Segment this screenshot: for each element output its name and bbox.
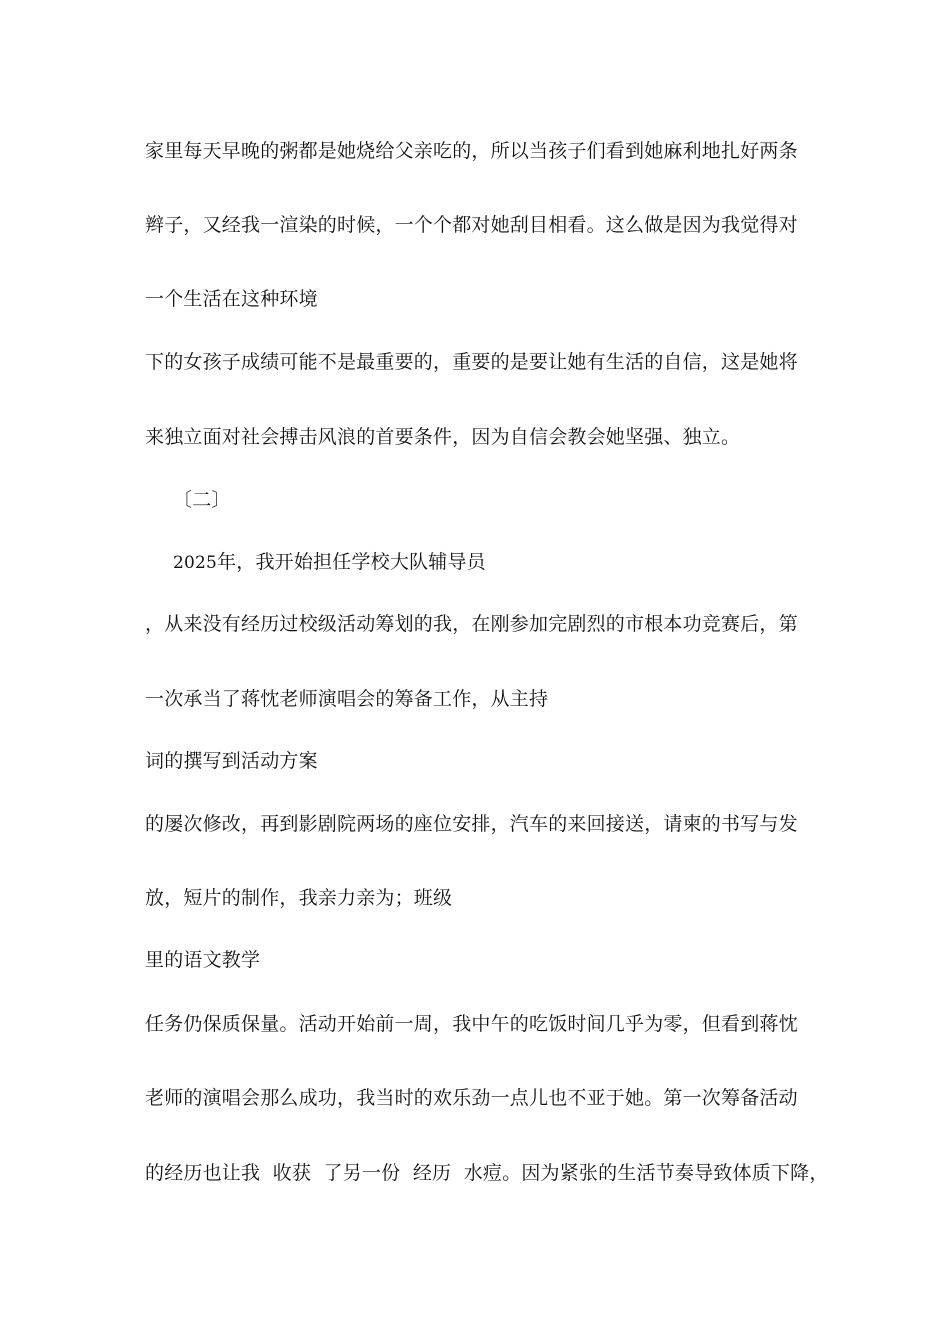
paragraph-line-with-year: [173, 549, 486, 576]
paragraph-line: 任务仍保质保量。活动开始前一周，我中午的吃饭时间几乎为零，但看到蒋忱: [145, 1013, 798, 1035]
paragraph-line: 的经历也让我 收获 了另一份 经历 水痘。因为紧张的生活节奏导致体质下降，: [145, 1162, 829, 1184]
section-heading: 〔二〕: [173, 489, 231, 511]
paragraph-line: 词的撰写到活动方案: [145, 750, 318, 772]
paragraph-line-text: 年，我开始担任学校大队辅导员: [217, 551, 486, 573]
paragraph-line: 老师的演唱会那么成功，我当时的欢乐劲一点儿也不亚于她。第一次筹备活动: [145, 1087, 798, 1109]
paragraph-line: 放，短片的制作，我亲力亲为；班级: [145, 887, 453, 909]
paragraph-line: 的屡次修改，再到影剧院两场的座位安排，汽车的来回接送，请柬的书写与发: [145, 813, 798, 835]
year-number: 2025: [173, 553, 218, 573]
paragraph-line: 来独立面对社会搏击风浪的首要条件，因为自信会教会她坚强、独立。: [145, 426, 741, 448]
paragraph-line: 一个生活在这种环境: [145, 288, 318, 310]
paragraph-line: 辫子，又经我一渲染的时候，一个个都对她刮目相看。这么做是因为我觉得对: [145, 214, 798, 236]
paragraph-line: 里的语文教学: [145, 949, 261, 971]
paragraph-line: 下的女孩子成绩可能不是最重要的，重要的是要让她有生活的自信，这是她将: [145, 351, 798, 373]
paragraph-line: 家里每天早晚的粥都是她烧给父亲吃的，所以当孩子们看到她麻利地扎好两条: [145, 140, 798, 162]
paragraph-line: 一次承当了蒋忱老师演唱会的筹备工作，从主持: [145, 688, 549, 710]
paragraph-line: ，从来没有经历过校级活动筹划的我，在刚参加完剧烈的市根本功竞赛后，第: [145, 613, 798, 635]
